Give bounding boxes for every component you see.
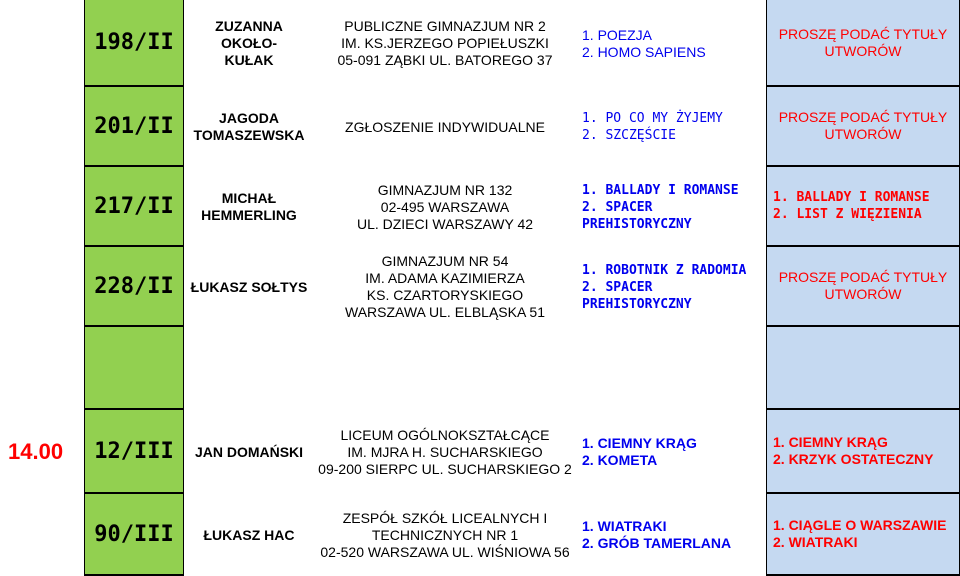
titles-spacer <box>766 327 960 410</box>
song-list: 1. BALLADY I ROMANSE 2. SPACER PREHISTORYCZNY <box>582 182 739 232</box>
song-list: 1. CIEMNY KRĄG 2. KOMETA <box>582 435 697 468</box>
school-info: PUBLICZNE GIMNAZJUM NR 2 IM. KS.JERZEGO POPIEŁUSZKI 05-091 ZĄBKI UL. BATOREGO 37 <box>337 18 553 68</box>
titles-note: 1. CIEMNY KRĄG 2. KRZYK OSTATECZNY <box>766 410 960 494</box>
row-number: 198/II <box>84 0 184 87</box>
school-info: ZGŁOSZENIE INDYWIDUALNE <box>345 118 545 135</box>
row-number: 201/II <box>84 87 184 167</box>
school-info: ZESPÓŁ SZKÓŁ LICEALNYCH I TECHNICZNYCH NR 1 02-520 WARSZAWA UL. WIŚNIOWA 56 <box>320 509 570 560</box>
row-number: 217/II <box>84 167 184 247</box>
participant-name: MICHAŁ HEMMERLING <box>201 190 297 223</box>
row-number: 90/III <box>84 494 184 576</box>
row-number: 12/III <box>84 410 184 494</box>
song-list: 1. ROBOTNIK Z RADOMIA 2. SPACER PREHISTORYCZNY <box>582 262 747 312</box>
titles-note: 1. CIĄGLE O WARSZAWIE 2. WIATRAKI <box>766 494 960 576</box>
time-label: 14.00 <box>8 439 64 464</box>
participant-name: JAN DOMAŃSKI <box>194 443 304 460</box>
participant-name: ZUZANNA OKOŁO- KUŁAK <box>215 18 283 68</box>
row-number: 228/II <box>84 247 184 327</box>
titles-note: PROSZĘ PODAĆ TYTUŁY UTWORÓW <box>766 247 960 327</box>
song-list: 1. WIATRAKI 2. GRÓB TAMERLANA <box>582 518 732 551</box>
participant-name: JAGODA TOMASZEWSKA <box>193 110 305 143</box>
school-info: GIMNAZJUM NR 132 02-495 WARSZAWA UL. DZIECI WARSZAWY 42 <box>356 181 534 232</box>
titles-note: PROSZĘ PODAĆ TYTUŁY UTWORÓW <box>766 0 960 87</box>
school-info: LICEUM OGÓLNOKSZTAŁCĄCE IM. MJRA H. SUCHARSKIEGO 09-200 SIERPC UL. SUCHARSKIEGO 2 <box>318 426 572 477</box>
titles-note: 1. BALLADY I ROMANSE 2. LIST Z WIĘZIENIA <box>766 167 960 247</box>
song-list: 1. PO CO MY ŻYJEMY 2. SZCZĘŚCIE <box>582 111 723 143</box>
row-number-spacer <box>84 327 184 410</box>
titles-note: PROSZĘ PODAĆ TYTUŁY UTWORÓW <box>766 87 960 167</box>
song-list: 1. POEZJA 2. HOMO SAPIENS <box>582 26 706 60</box>
participant-name: ŁUKASZ SOŁTYS <box>190 278 308 295</box>
school-info: GIMNAZJUM NR 54 IM. ADAMA KAZIMIERZA KS. CZARTORYSKIEGO WARSZAWA UL. ELBLĄSKA 51 <box>345 253 545 320</box>
participant-name: ŁUKASZ HAC <box>203 526 295 543</box>
